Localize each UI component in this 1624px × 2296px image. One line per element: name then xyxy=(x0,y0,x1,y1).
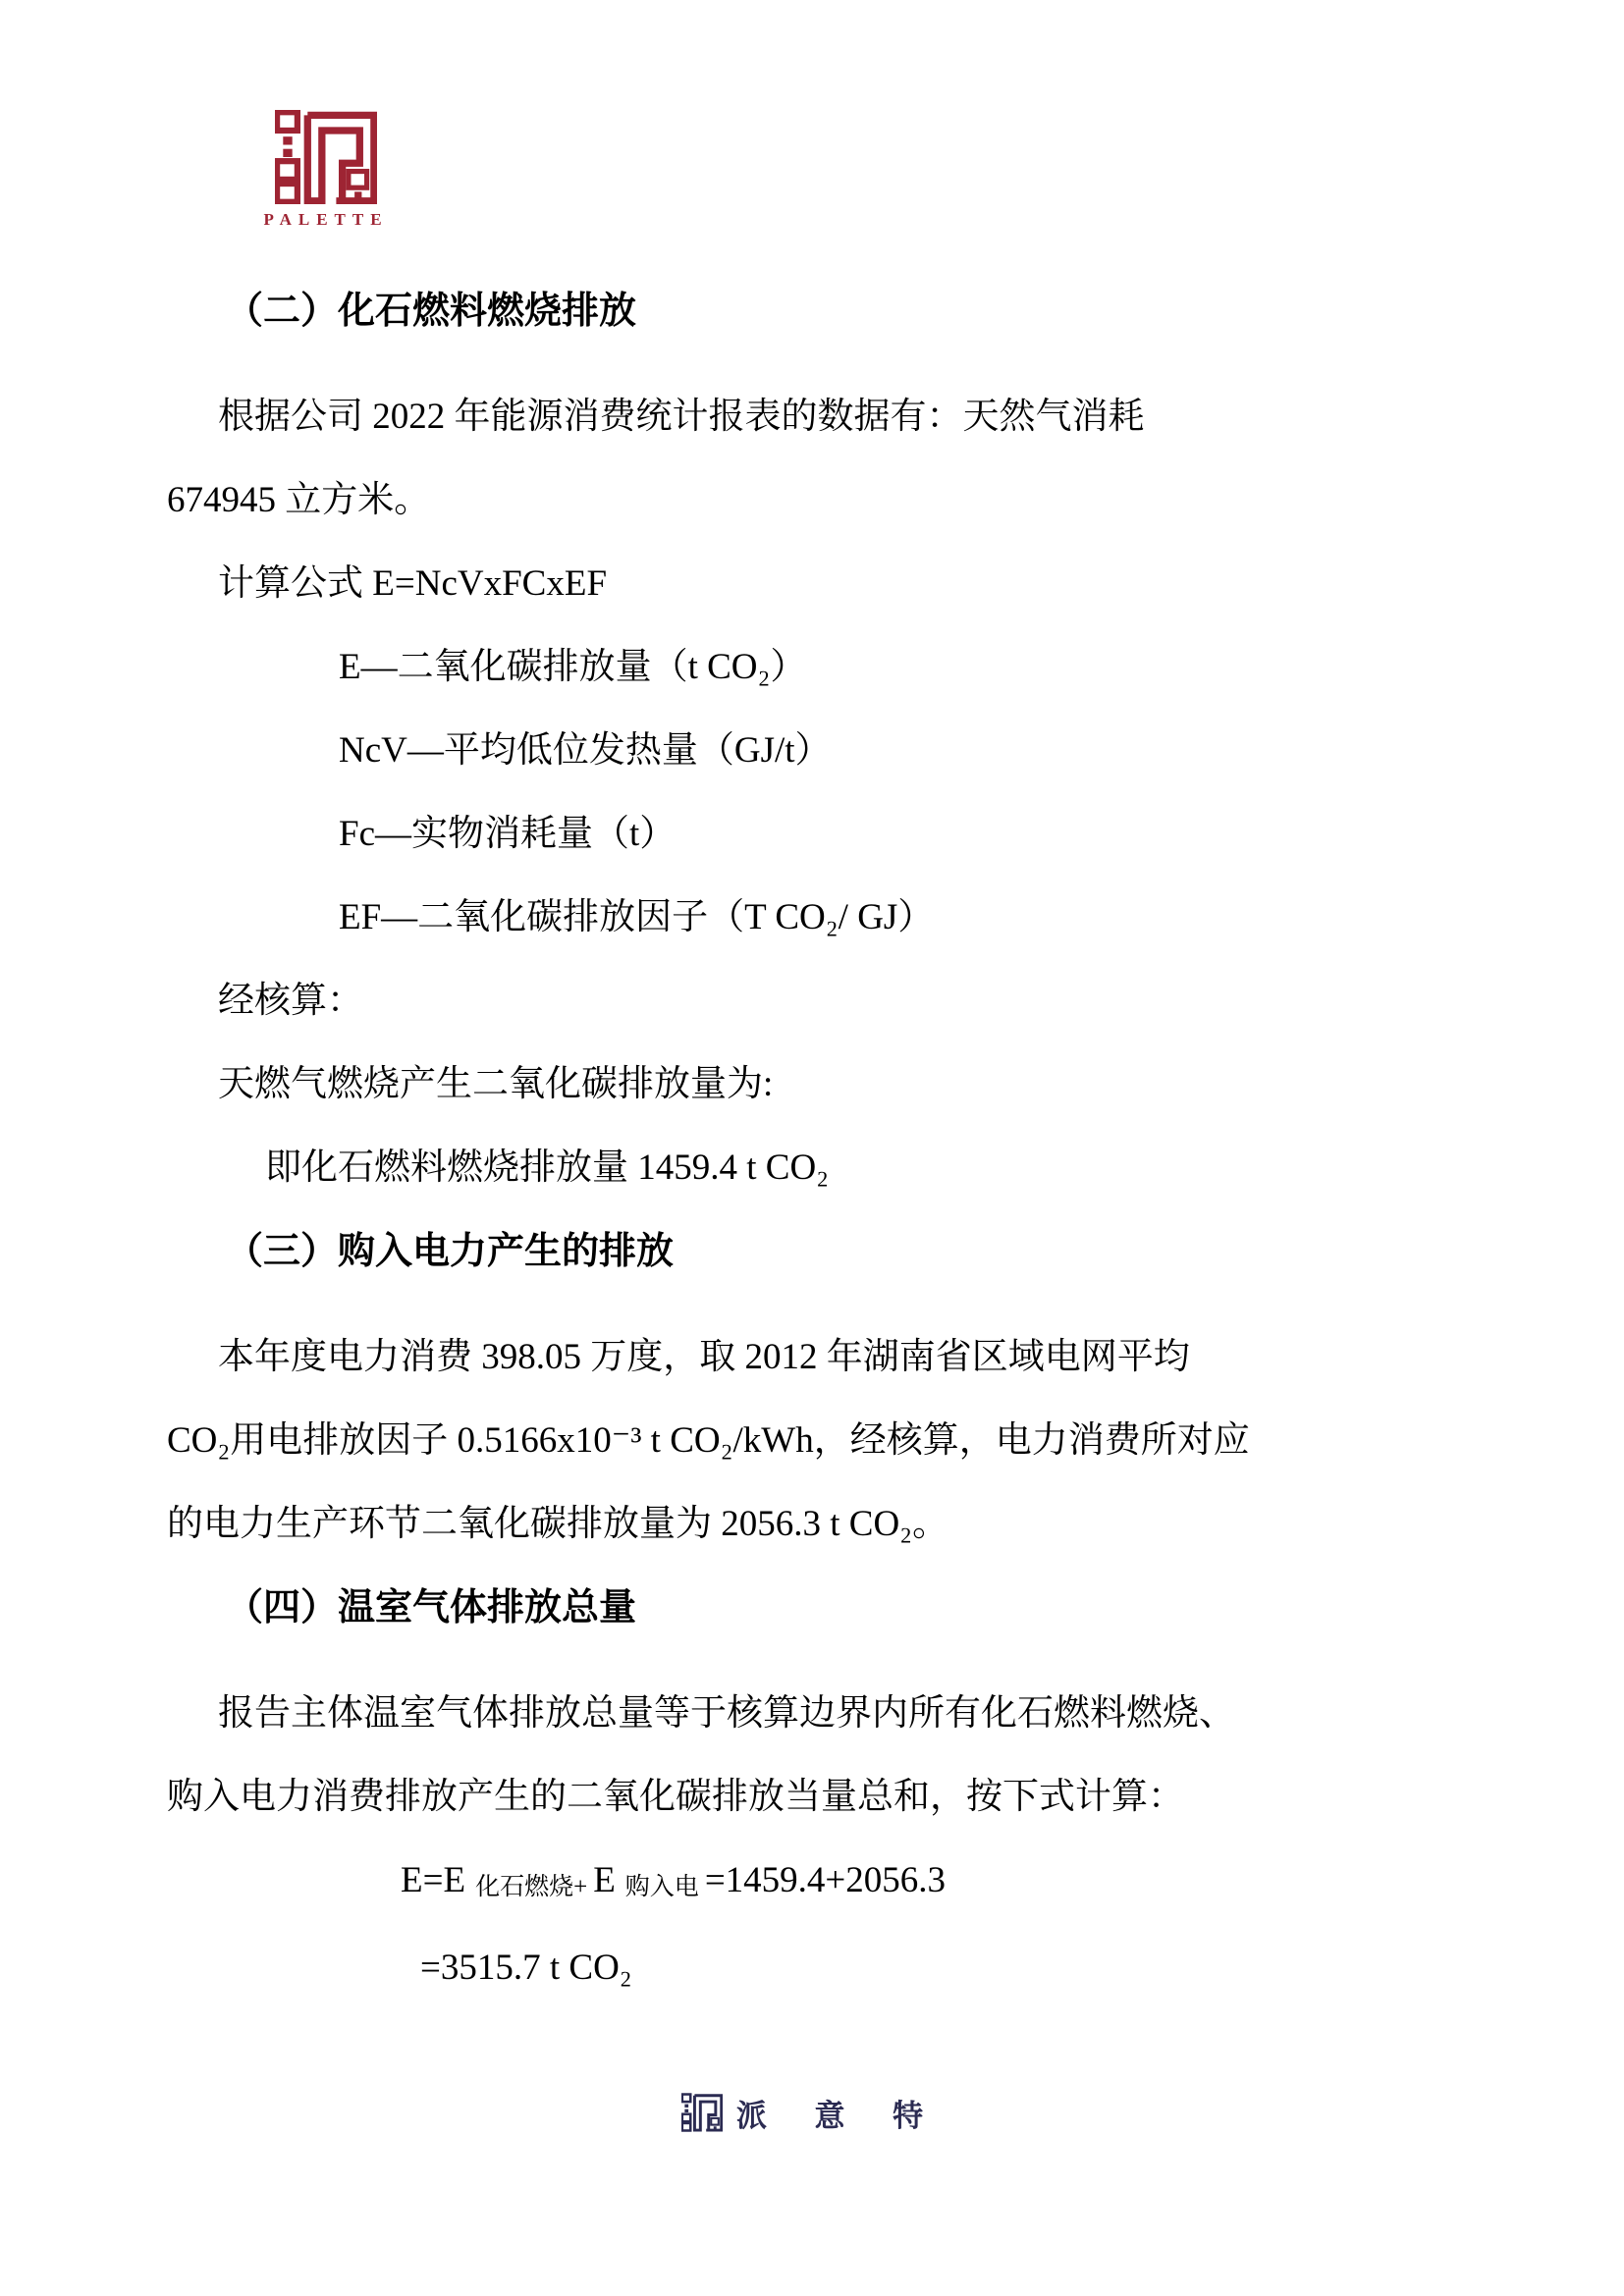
footer-brand xyxy=(0,2089,1624,2136)
fossil-formula-intro: 计算公式 E=NcVxFCxEF xyxy=(218,563,608,604)
fossil-intro-line-2: 674945 立方米。 xyxy=(167,480,431,520)
palette-logo-icon xyxy=(275,110,377,204)
fossil-intro-line-1: 根据公司 2022 年能源消费统计报表的数据有：天然气消耗 xyxy=(218,397,1145,437)
section-heading-electricity: （三）购入电力产生的排放 xyxy=(226,1231,675,1272)
definition-e: E—二氧化碳排放量（t CO₂） xyxy=(339,647,807,687)
section-heading-total-ghg: （四）温室气体排放总量 xyxy=(226,1587,637,1629)
total-para-line-1: 报告主体温室气体排放总量等于核算边界内所有化石燃料燃烧、 xyxy=(218,1693,1235,1734)
paiyite-footer-logo-icon xyxy=(681,2089,723,2136)
fossil-gas-result-line: 天燃气燃烧产生二氧化碳排放量为: xyxy=(218,1064,774,1104)
electricity-para-line-2: CO₂用电排放因子 0.5166x10⁻³ t CO₂/kWh，经核算，电力消费所对应 xyxy=(167,1420,1250,1461)
definition-ncv: NcV—平均低位发热量（GJ/t） xyxy=(339,730,832,771)
definition-ef: EF—二氧化碳排放因子（T CO₂/ GJ） xyxy=(339,897,935,937)
definition-fc: Fc—实物消耗量（t） xyxy=(339,814,677,854)
paiyite-footer-text: 派 意 特 xyxy=(735,2098,944,2133)
palette-logo-text: PALETTE xyxy=(263,210,389,229)
total-result-line: =3515.7 t CO₂ xyxy=(420,1948,632,1988)
formula-tail: =1459.4+2056.3 xyxy=(704,1860,947,1900)
formula-subscript-fossil: 化石燃烧+ xyxy=(475,1874,588,1900)
section-heading-fossil-fuel: （二）化石燃料燃烧排放 xyxy=(226,291,637,332)
formula-subscript-purchased: 购入电 xyxy=(624,1874,699,1900)
fossil-total-line: 即化石燃料燃烧排放量 1459.4 t CO₂ xyxy=(265,1148,830,1188)
electricity-para-line-3: 的电力生产环节二氧化碳排放量为 2056.3 t CO₂。 xyxy=(167,1504,949,1544)
document-content xyxy=(167,265,1502,2027)
formula-term-e: E=E xyxy=(401,1860,466,1900)
fossil-checked-label: 经核算： xyxy=(218,981,363,1021)
electricity-para-line-1: 本年度电力消费 398.05 万度，取 2012 年湖南省区域电网平均 xyxy=(218,1337,1190,1377)
total-formula-line xyxy=(401,1856,1502,1909)
palette-logo xyxy=(263,110,389,230)
total-para-line-2: 购入电力消费排放产生的二氧化碳排放当量总和，按下式计算： xyxy=(167,1777,1184,1817)
formula-term-e2: E xyxy=(593,1860,616,1900)
